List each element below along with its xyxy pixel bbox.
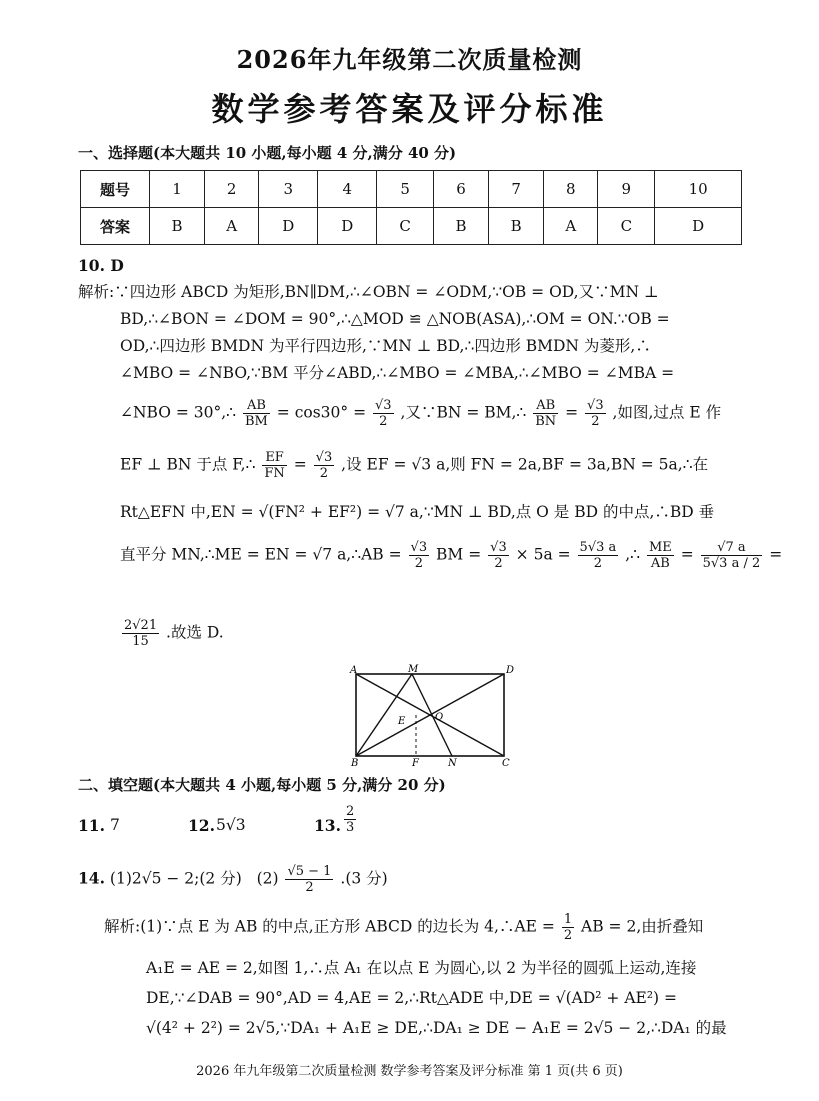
fraction	[122, 618, 159, 649]
text-run: ∠NBO = 30°,∴	[120, 403, 237, 422]
question-number: 8	[544, 171, 598, 208]
text-run: EF ⊥ BN 于点 F,∴	[120, 455, 256, 474]
section2-heading: 二、填空题(本大题共 4 小题,每小题 5 分,满分 20 分)	[78, 776, 446, 794]
numerator: AB	[243, 398, 270, 414]
question-number: 3	[259, 171, 318, 208]
text-run: × 5a =	[515, 545, 571, 564]
fraction	[562, 912, 574, 943]
denominator: 2	[591, 414, 600, 429]
denominator: 2	[593, 556, 603, 571]
q10-solution-line: 解析:∵四边形 ABCD 为矩形,BN∥DM,∴∠OBN = ∠ODM,∵OB = OD,又∵MN ⊥	[78, 283, 659, 301]
numerator: √3	[315, 450, 333, 465]
fraction	[701, 540, 763, 571]
q10-solution-line	[120, 450, 708, 481]
text-run: (2)	[256, 869, 279, 888]
document-subtitle: 数学参考答案及评分标准	[211, 90, 608, 128]
label-m: M	[408, 664, 419, 675]
fraction	[314, 450, 335, 481]
numerator: √3	[410, 540, 428, 555]
q14-solution-line	[104, 912, 703, 943]
denominator: 2	[305, 880, 314, 895]
answer-14-number: 14.	[78, 868, 105, 888]
text-run: .(3 分)	[340, 869, 388, 888]
numerator: √3	[490, 540, 507, 555]
text-run: BM =	[436, 545, 482, 564]
question-number: 7	[489, 171, 544, 208]
q10-heading: 10. D	[78, 256, 124, 275]
segment	[412, 674, 452, 756]
denominator: 2	[319, 466, 329, 481]
q10-solution-line: OD,∴四边形 BMDN 为平行四边形,∵MN ⊥ BD,∴四边形 BMDN 为菱形,∴	[120, 337, 651, 355]
denominator: 2	[563, 928, 573, 943]
text-run: 直平分 MN,∴ME = EN = √7 a,∴AB =	[120, 545, 402, 564]
question-number: 2	[205, 171, 259, 208]
answer-13	[342, 804, 358, 835]
text-run: (1)2√5 − 2;(2 分)	[109, 869, 242, 888]
answer-13-number: 13.	[314, 816, 341, 835]
question-number: 4	[318, 171, 377, 208]
answer-cell: B	[150, 208, 205, 245]
label-c: C	[502, 758, 510, 768]
row-label-number: 题号	[81, 171, 150, 208]
answer-cell: C	[598, 208, 655, 245]
fraction	[488, 540, 509, 571]
fraction	[373, 398, 394, 429]
label-e: E	[398, 716, 406, 727]
denominator: AB	[650, 556, 670, 571]
question-number: 10	[655, 171, 742, 208]
fraction	[285, 864, 333, 895]
denominator: 2	[414, 556, 423, 571]
denominator: 3	[346, 820, 355, 835]
answer-cell: C	[377, 208, 434, 245]
fraction	[344, 804, 356, 835]
text-run: = cos30° =	[276, 403, 367, 422]
numerator: √7 a	[701, 540, 763, 556]
answer-14	[78, 864, 388, 895]
fraction	[262, 450, 286, 481]
answer-12: 5√3	[216, 816, 246, 834]
denominator: FN	[264, 466, 285, 481]
section1-heading: 一、选择题(本大题共 10 小题,每小题 4 分,满分 40 分)	[78, 144, 457, 162]
answer-cell: D	[655, 208, 742, 245]
denominator: BM	[244, 414, 268, 429]
fraction	[533, 398, 558, 429]
text-run: =	[769, 545, 783, 564]
fraction	[578, 540, 619, 571]
fraction	[585, 398, 606, 429]
answer-12-number: 12.	[188, 816, 215, 835]
numerator: 2	[346, 804, 355, 819]
numerator: √3	[375, 398, 392, 413]
fraction	[409, 540, 430, 571]
question-number: 5	[377, 171, 434, 208]
text-run: ,如图,过点 E 作	[612, 403, 722, 422]
label-d: D	[506, 665, 515, 676]
q14-solution-line: DE,∵∠DAB = 90°,AD = 4,AE = 2,∴Rt△ADE 中,DE = √(AD² + AE²) =	[146, 989, 677, 1007]
text-run: =	[565, 403, 579, 422]
text-run: ,设 EF = √3 a,则 FN = 2a,BF = 3a,BN = 5a,∴在	[341, 455, 709, 474]
text-run: 解析:(1)∵点 E 为 AB 的中点,正方形 ABCD 的边长为 4,∴AE =	[104, 917, 555, 936]
text-run: ,又∵BN = BM,∴	[400, 403, 527, 422]
answer-table	[80, 170, 742, 245]
numerator: 5√3 a	[579, 540, 617, 555]
numerator: ME	[648, 540, 672, 555]
q10-solution-line	[120, 618, 224, 649]
question-number: 1	[150, 171, 205, 208]
numerator: EF	[262, 450, 286, 466]
answer-cell: B	[434, 208, 489, 245]
exam-title: 2026年九年级第二次质量检测	[236, 45, 583, 74]
text-run: ,∴	[625, 545, 640, 564]
label-n: N	[448, 758, 457, 768]
segment	[356, 674, 412, 756]
q10-solution-line: ∠MBO = ∠NBO,∵BM 平分∠ABD,∴∠MBO = ∠MBA,∴∠MBO = ∠MBA =	[120, 364, 675, 382]
label-a: A	[350, 665, 358, 676]
numerator: AB	[533, 398, 558, 414]
text-run: .故选 D.	[166, 623, 224, 642]
label-b: B	[351, 758, 359, 768]
answer-cell: D	[259, 208, 318, 245]
page-footer: 2026 年九年级第二次质量检测 数学参考答案及评分标准 第 1 页(共 6 页)	[196, 1064, 623, 1079]
table-row	[81, 171, 742, 208]
text-run: AB = 2,由折叠知	[581, 917, 704, 936]
table-row	[81, 208, 742, 245]
answer-11: 7	[110, 816, 120, 834]
numerator: √5 − 1	[287, 864, 332, 879]
answer-cell: A	[205, 208, 259, 245]
label-f: F	[412, 758, 419, 768]
text-run: =	[293, 455, 307, 474]
answer-cell: D	[318, 208, 377, 245]
fraction	[647, 540, 674, 571]
q10-solution-line: BD,∴∠BON = ∠DOM = 90°,∴△MOD ≌ △NOB(ASA),∴OM = ON.∵OB =	[120, 310, 670, 328]
rectangle-geometry-figure	[340, 664, 520, 768]
denominator: 15	[132, 634, 149, 649]
denominator: 2	[379, 414, 388, 429]
q10-solution-line	[120, 398, 721, 429]
numerator: 1	[563, 912, 573, 927]
answer-cell: B	[489, 208, 544, 245]
fraction	[243, 398, 270, 429]
question-number: 6	[434, 171, 489, 208]
numerator: √3	[587, 398, 604, 413]
q10-solution-line: Rt△EFN 中,EN = √(FN² + EF²) = √7 a,∵MN ⊥ BD,点 O 是 BD 的中点,∴BD 垂	[120, 503, 715, 521]
denominator: 5√3 a / 2	[702, 556, 761, 571]
answer-11-number: 11.	[78, 816, 105, 835]
q10-solution-line	[120, 540, 782, 571]
numerator: 2√21	[124, 618, 158, 633]
denominator: BN	[535, 414, 557, 429]
row-label-answer: 答案	[81, 208, 150, 245]
question-number: 9	[598, 171, 655, 208]
text-run: =	[680, 545, 694, 564]
q14-solution-line: A₁E = AE = 2,如图 1,∴点 A₁ 在以点 E 为圆心,以 2 为半径的圆弧上运动,连接	[146, 959, 697, 977]
label-o: O	[435, 712, 444, 723]
answer-cell: A	[544, 208, 598, 245]
denominator: 2	[494, 556, 503, 571]
q14-solution-line: √(4² + 2²) = 2√5,∵DA₁ + A₁E ≥ DE,∴DA₁ ≥ DE − A₁E = 2√5 − 2,∴DA₁ 的最	[146, 1019, 727, 1037]
